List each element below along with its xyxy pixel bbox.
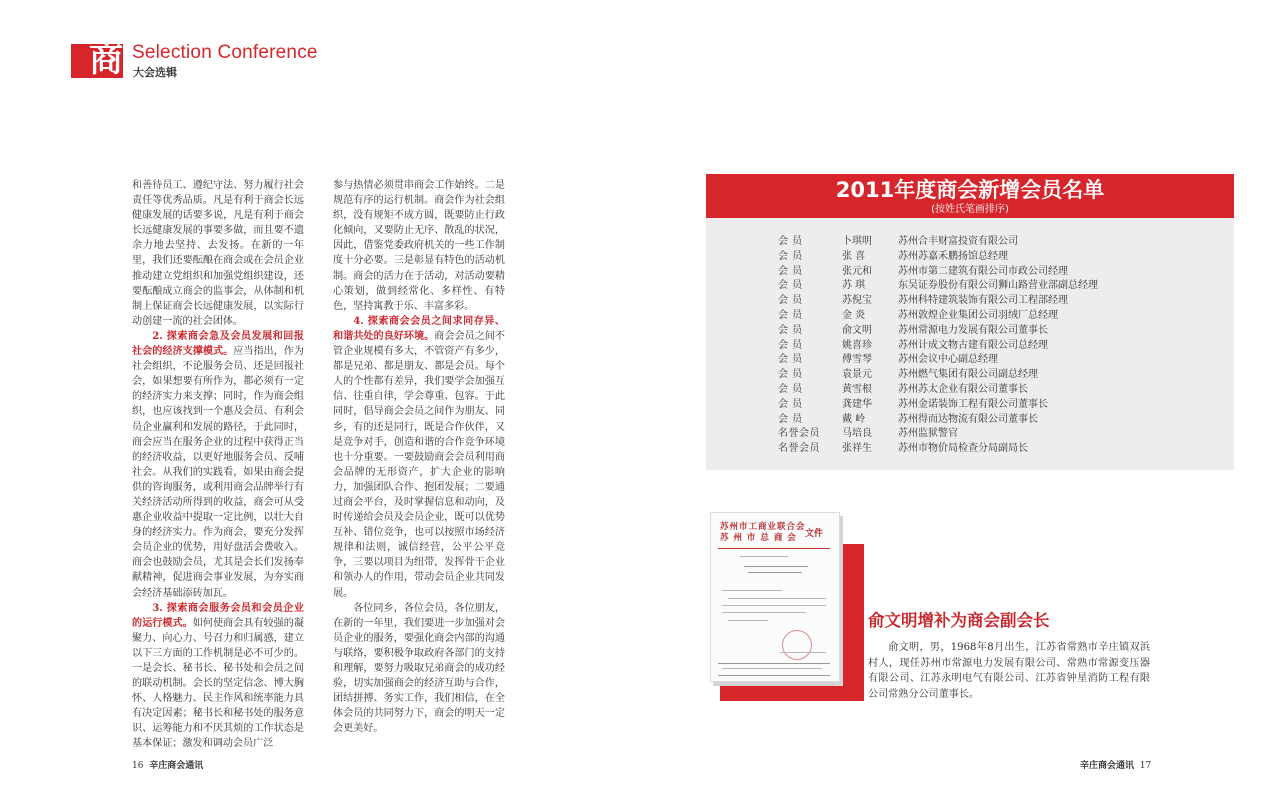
document-text-line: [744, 566, 808, 567]
member-row: [778, 235, 1218, 250]
member-name: 戴 岭: [842, 413, 866, 425]
member-role: 会 员: [778, 398, 803, 410]
section-title-en: Selection Conference: [132, 42, 318, 63]
page-number: 16: [132, 761, 144, 771]
member-position: 苏州燃气集团有限公司副总经理: [898, 369, 1038, 381]
member-position: 苏州市物价局检查分局副局长: [898, 443, 1028, 455]
member-list-subtitle: (按姓氏笔画排序): [931, 204, 1009, 215]
member-name: 黄雪根: [842, 383, 872, 395]
member-role: 会 员: [778, 413, 803, 425]
member-role: 会 员: [778, 354, 803, 366]
paragraph: 2. 探索商会急及会员发展和回报社会的经济支撑模式。应当指出，作为社会组织，不论服务会员、还是回报社会，如果想要有所作为，都必须有一定的经济实力来支撑；同时，作为商会组织，也应该找到一个惠及会员、有利会员企业赢利和发展的路径，于此同时，商会应当在服务企业的过程中获得正当的经济收益，以更好地服务会员、反哺社会。从我们的实践看，如果由商会提供的咨询服务，或利用商会品牌举行有关经济活动所得到的收益，商会可从受惠企业收益中提取一定比例，以壮大自身的经济实力。作为商会，要充分发挥会员企业的优势，用好盘活会费收入。商会也鼓励会员，尤其是会长们发扬奉献精神，促进商会事业发展，为夯实商会经济基础添砖加瓦。: [132, 330, 305, 599]
member-row: [778, 398, 1218, 413]
member-name: 姚喜珍: [842, 339, 872, 351]
member-row: [778, 339, 1218, 354]
document-text-line: [722, 605, 826, 606]
page-number: 17: [1139, 761, 1152, 771]
member-list-title: 2011年度商会新增会员名单: [835, 178, 1105, 202]
member-position: 苏州合丰财富投资有限公司: [898, 236, 1018, 247]
paragraph: 4. 探索商会会员之间求同存异、和谐共处的良好环境。商会会员之间不管企业规模有多大，不管资产有多少，都是兄弟、都是朋友、都是会员。每个人的个性都有差异，我们要学会加强互信、往重自律，学会尊重、包容。于此同时，倡导商会会员之间作为朋友、同乡，有的还是同行，既是合作伙伴，又是竞争对手，创造和谐的合作竞争环境也十分重要。一要鼓励商会会员利用商会品牌的无形资产，扩大企业的影响力，加强团队合作、抱团发展；二要通过商会平台，及时掌握信息和动向，及时传递给会员及会员企业，既可以优势互补、错位竞争，也可以按照市场经济规律和法则，诚信经营，公平公平竞争，三要以项目为纽带，发挥骨干企业和领办人的作用，带动会员企业共同发展。: [333, 315, 506, 599]
member-position: 苏州科特建筑装饰有限公司工程部经理: [898, 295, 1068, 307]
member-row: [778, 250, 1218, 265]
member-role: 会 员: [778, 250, 803, 262]
member-row: [778, 309, 1218, 324]
member-name: 张元和: [842, 265, 872, 277]
section-heading: 2. 探索商会急及会员发展和回报社会的经济支撑模式。: [132, 330, 304, 358]
vp-heading: 俞文明增补为商会副会长: [868, 611, 1050, 630]
member-name: 俞文明: [842, 324, 872, 336]
member-row: [778, 353, 1218, 368]
document-seal: [782, 630, 812, 660]
member-position: 苏州会议中心副总经理: [898, 354, 998, 366]
publication-name: 辛庄商会通讯: [149, 761, 204, 771]
section-heading: 4. 探索商会会员之间求同存异、和谐共处的良好环境。: [333, 315, 505, 342]
member-role: 会 员: [778, 280, 803, 292]
document-text-line: [728, 598, 826, 599]
member-position: 苏州苏嘉禾鹏扬馆总经理: [898, 250, 1008, 262]
member-position: 东吴证券股份有限公司狮山路营业部副总经理: [898, 280, 1098, 292]
member-name: 苏倪宝: [842, 295, 872, 307]
document-letterhead: 苏州市工商业联合会 苏 州 市 总 商 会: [720, 522, 806, 543]
member-role: 会 员: [778, 265, 803, 277]
member-name: 金 炎: [842, 309, 866, 321]
member-name: 张 喜: [842, 250, 866, 262]
member-name: 傅雪琴: [842, 354, 872, 366]
member-role: 名誉会员: [778, 443, 820, 455]
member-row: [778, 324, 1218, 339]
member-position: 苏州苏太企业有限公司董事长: [898, 383, 1028, 395]
member-role: 会 员: [778, 295, 803, 307]
member-role: 会 员: [778, 383, 803, 395]
document-text-line: [740, 556, 788, 557]
paragraph: 和善待员工、遵纪守法、努力履行社会责任等优秀品质。凡是有利于商会长远健康发展的话要多说，凡是有利于商会长远健康发展的事要多做，而且要不遗余力地去坚持、去发扬。在新的一年里，我们还要酝酿在商会或在会员企业推动建立党组织和加强党组织建设，还要酝酿成立商会的监事会，从体制和机制上保证商会长远健康发展，以实际行动创建一流的社会团体。: [132, 180, 304, 327]
member-role: 会 员: [778, 324, 803, 336]
member-position: 苏州敦煌企业集团公司羽绒厂总经理: [898, 309, 1058, 321]
paragraph: 参与热情必须贯串商会工作始终。二是规范有序的运行机制。商会作为社会组织，没有规矩不成方圆，既要防止行政化倾向，又要防止无序、散乱的状况，因此，借鉴党委政府机关的一些工作制度十分必要。三是彰显有特色的活动机制。商会的活力在于活动，对活动要精心策划，做到经常化、多样性、有特色，坚持寓教于乐、丰富多彩。: [333, 180, 505, 312]
footer-right: [1080, 758, 1151, 771]
publication-name: 辛庄商会通讯: [1080, 761, 1135, 771]
member-position: 苏州常源电力发展有限公司董事长: [898, 324, 1048, 336]
member-name: 马培良: [842, 428, 872, 440]
member-position: 苏州监狱警官: [898, 428, 958, 440]
member-role: 会 员: [778, 309, 803, 321]
member-position: 苏州得而达物流有限公司董事长: [898, 413, 1038, 425]
document-text-line: [722, 612, 806, 613]
document-text-line: [722, 590, 782, 591]
paragraph: 3. 探索商会服务会员和会员企业的运行模式。如何使商会具有较强的凝聚力、向心力、号召力和归属感，建立以下三方面的工作机制是必不可少的。一是会长、秘书长、秘书处和会员之间的联动机制。会长的坚定信念、博大胸怀、人格魅力、民主作风和统率能力具有决定因素；秘书长和秘书处的服务意识、运筹能力和不厌其烦的工作状态是基本保证；激发和调动会员广泛: [132, 602, 305, 750]
footer-left: [132, 758, 203, 771]
member-position: 苏州市第二建筑有限公司市政公司经理: [898, 265, 1068, 277]
paragraph: 各位同乡，各位会员，各位朋友，在新的一年里，我们要进一步加强对会员企业的服务，要强化商会内部的沟通与联络，要积极争取政府各部门的支持和理解，要努力吸取兄弟商会的成功经验，切实加强商会的经济互助与合作，团结拼搏、务实工作，我们相信，在全体会员的共同努力下，商会的明天一定会更美好。: [333, 602, 505, 735]
member-role: 会 员: [778, 236, 803, 247]
member-row: [778, 368, 1218, 383]
member-row: [778, 383, 1218, 398]
article-column-2: [333, 178, 505, 736]
document-rule: [718, 675, 830, 676]
document-text-line: [722, 668, 822, 669]
document-rule: [718, 548, 830, 549]
document-text-line: [728, 620, 768, 621]
member-name: 袁景元: [842, 369, 872, 381]
member-role: 会 员: [778, 369, 803, 381]
member-row: [778, 294, 1218, 309]
section-heading: 3. 探索商会服务会员和会员企业的运行模式。: [132, 602, 304, 629]
member-role: 会 员: [778, 339, 803, 351]
member-position: 苏州金诺装饰工程有限公司董事长: [898, 398, 1048, 410]
member-list: [778, 235, 1218, 457]
document-text-line: [780, 652, 826, 653]
document-letterhead-suffix: 文件: [805, 529, 824, 539]
member-name: 苏 琪: [842, 280, 866, 292]
member-row: [778, 279, 1218, 294]
member-name: 张祥生: [842, 443, 872, 455]
document-text-line: [748, 572, 802, 573]
member-name: 龚建华: [842, 398, 872, 410]
member-row: [778, 427, 1218, 442]
member-row: [778, 413, 1218, 428]
vp-paragraph: 俞文明，男，1968年8月出生，江苏省常熟市辛庄镇双浜村人，现任苏州市常源电力发展有限公司、常熟市常源变压器有限公司、江苏永明电气有限公司、江苏省钟星消防工程有限公司常熟分公司董事长。: [868, 642, 1150, 700]
member-position: 苏州计成文物古建有限公司总经理: [898, 339, 1048, 351]
section-title-cn: 大会选辑: [133, 66, 177, 79]
member-role: 名誉会员: [778, 428, 820, 440]
document-rule: [718, 663, 830, 664]
member-row: [778, 265, 1218, 280]
header-logo-glyph: 商: [89, 40, 123, 80]
member-name: 卜琪明: [842, 236, 872, 247]
article-column-1: [132, 178, 304, 752]
member-row: [778, 442, 1218, 457]
